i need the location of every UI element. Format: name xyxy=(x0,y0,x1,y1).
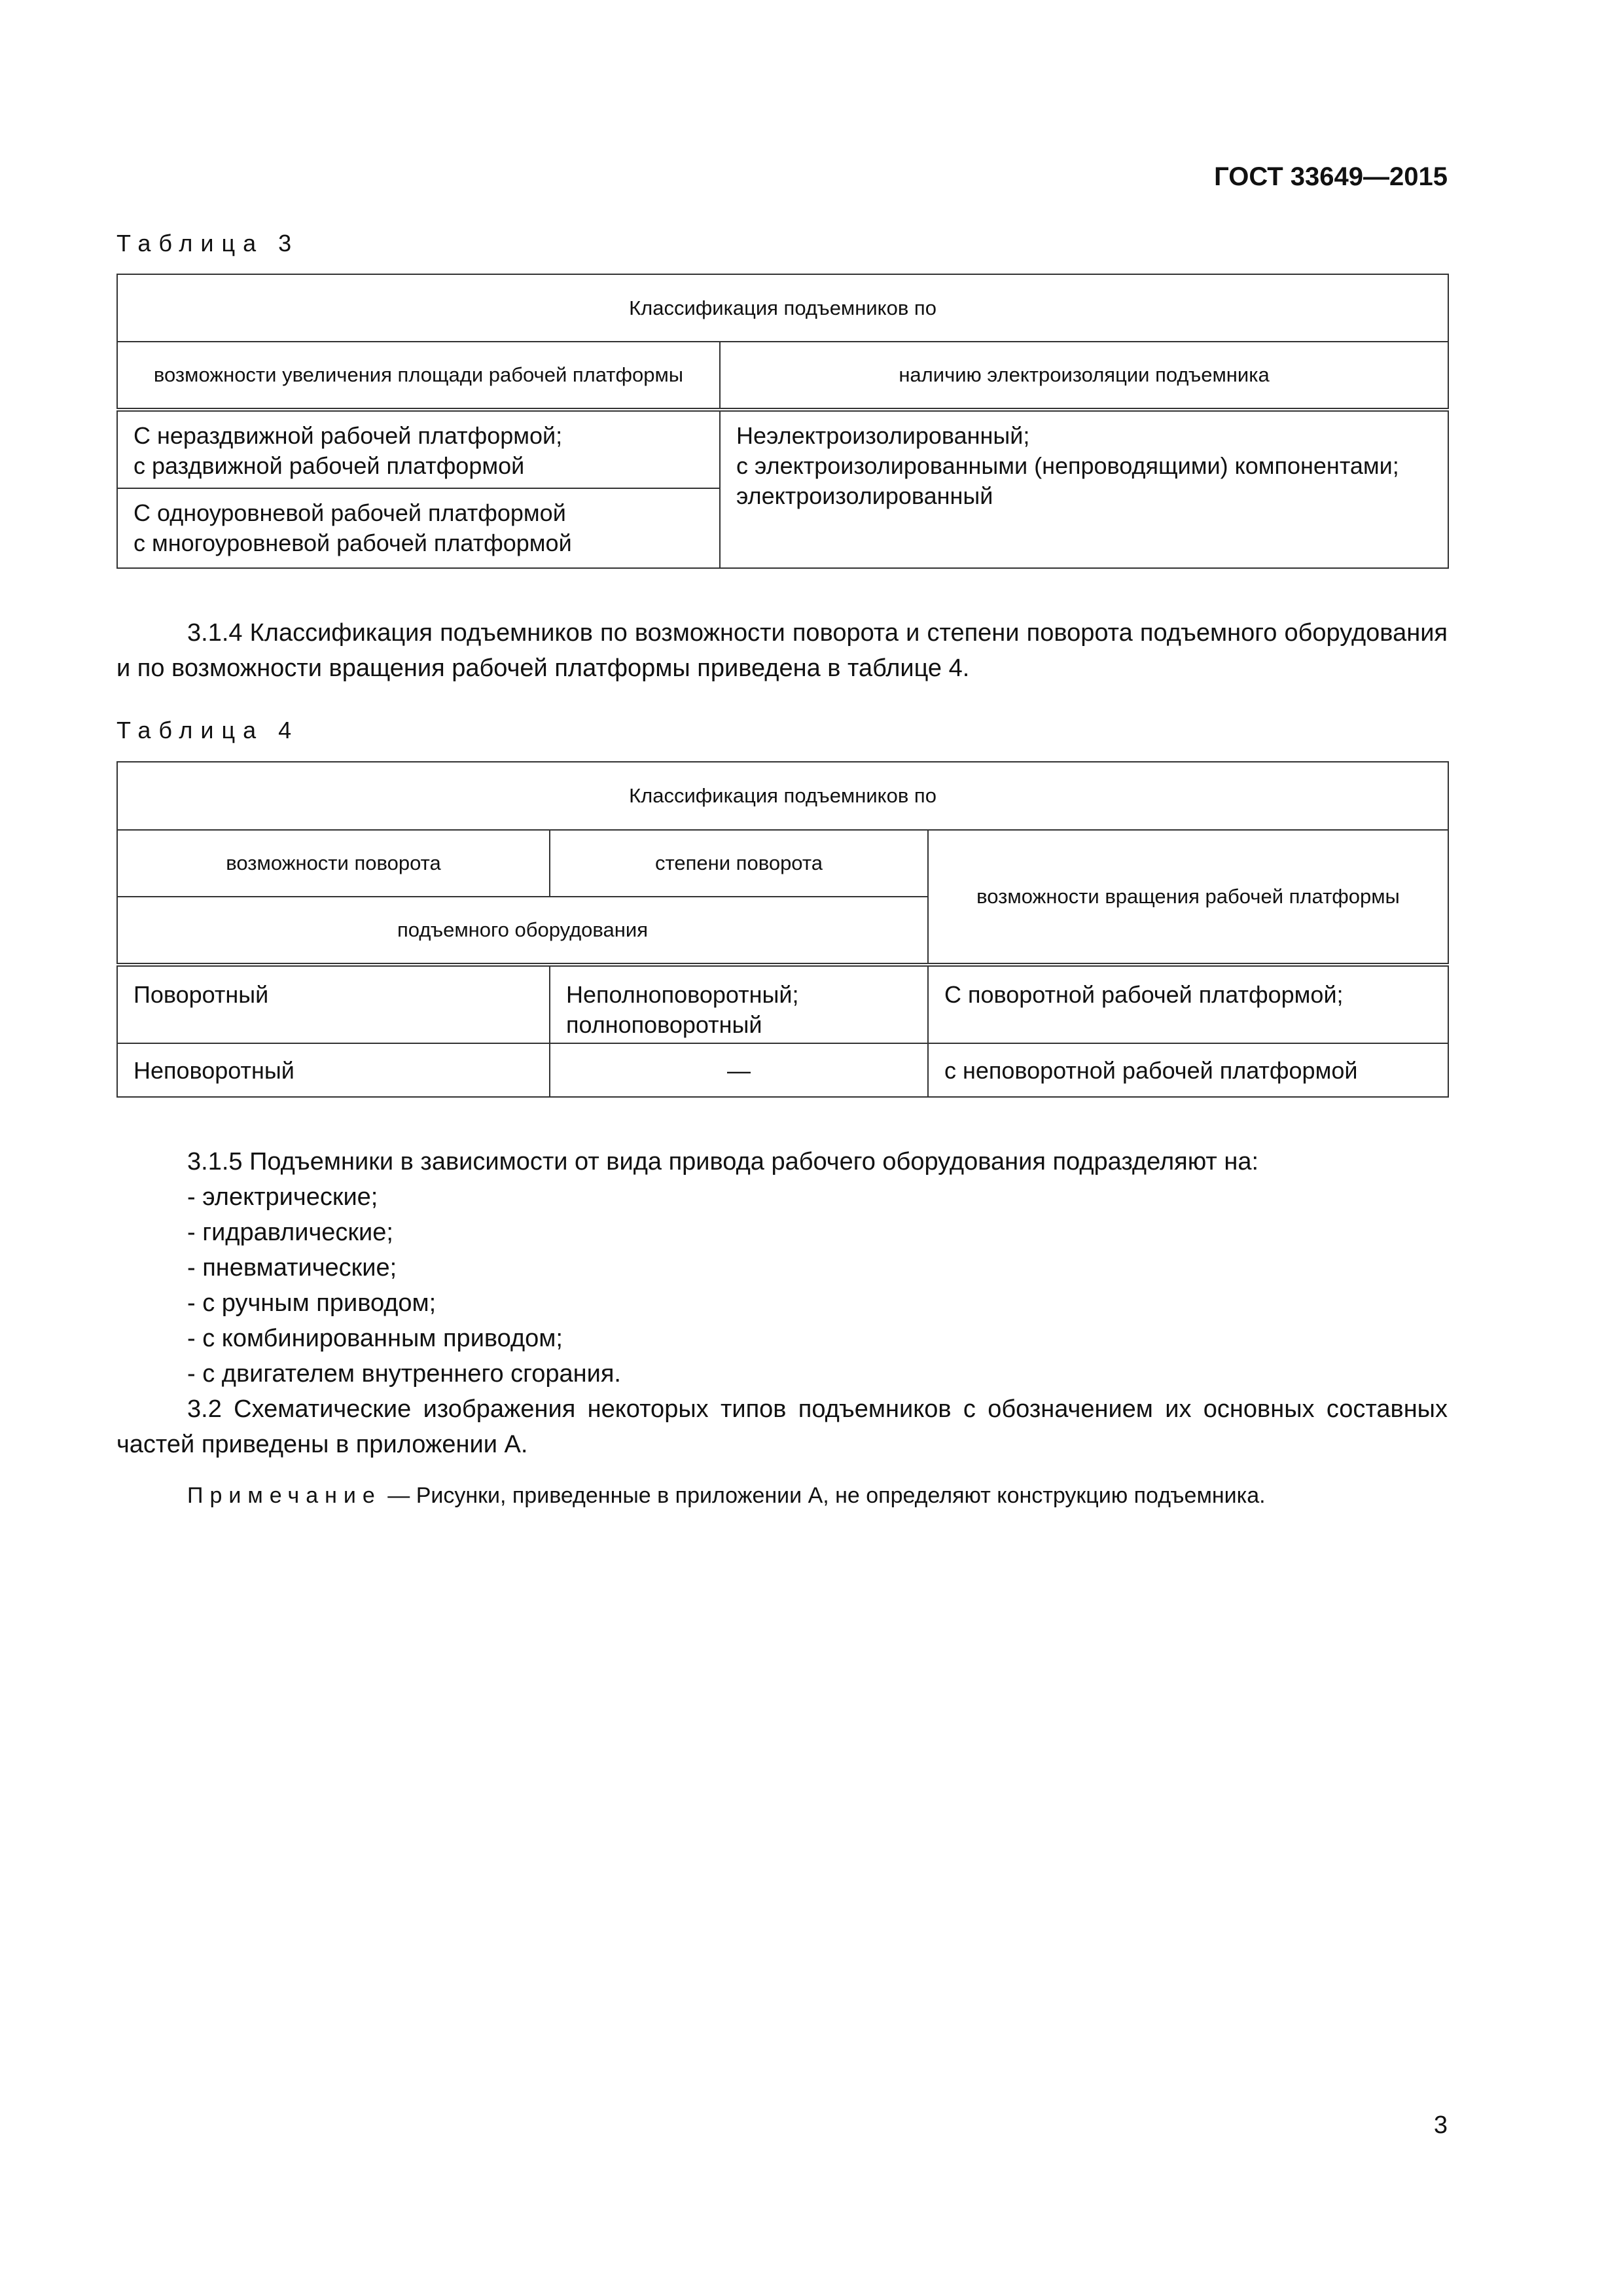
table3-electroinsulation-cell xyxy=(720,410,1448,568)
note-label: Примечание xyxy=(187,1483,382,1508)
table-cell-line: электроизолированный xyxy=(736,482,993,509)
table4-row-1-rotation: Поворотный xyxy=(117,965,550,1043)
table4-span-header: подъемного оборудования xyxy=(117,897,928,965)
table4-caption: Таблица 4 xyxy=(116,717,300,744)
table3-col-header-platform-area: возможности увеличения площади рабочей платформы xyxy=(117,342,720,410)
table4 xyxy=(116,761,1449,1098)
table4-col-header-rotation: возможности поворота xyxy=(117,830,550,897)
list-item: - электрические; xyxy=(187,1183,378,1211)
page-number: 3 xyxy=(1433,2111,1448,2139)
table3 xyxy=(116,274,1449,569)
section-3-2: 3.2 Схематические изображения некоторых типов подъемников с обозначением их основных составных частей приведены в приложении А. xyxy=(116,1395,1448,1458)
table4-row-2-degree: — xyxy=(550,1043,928,1097)
table4-row-2-platform: с неповоротной рабочей платформой xyxy=(928,1043,1448,1097)
note-text: — Рисунки, приведенные в приложении А, не определяют конструкцию подъемника. xyxy=(381,1483,1266,1508)
table4-group-header: Классификация подъемников по xyxy=(117,762,1448,830)
drive-types-list xyxy=(116,1179,1448,1391)
table3-caption: Таблица 3 xyxy=(116,230,300,257)
table4-row-2-rotation: Неповоротный xyxy=(117,1043,550,1097)
section-3-1-4 xyxy=(116,615,1448,686)
paragraph: 3.1.5 Подъемники в зависимости от вида привода рабочего оборудования подразделяют на: xyxy=(187,1148,1259,1175)
list-item: - с ручным приводом; xyxy=(187,1289,437,1317)
list-item: - гидравлические; xyxy=(187,1219,393,1246)
table3-col-header-electroinsulation: наличию электроизоляции подъемника xyxy=(720,342,1448,410)
table-cell-line: С нераздвижной рабочей платформой; xyxy=(134,422,563,449)
table-cell-line: с раздвижной рабочей платформой xyxy=(134,452,525,479)
table4-row-1-degree xyxy=(550,965,928,1043)
table3-group-header: Классификация подъемников по xyxy=(117,274,1448,342)
table4-col-header-rotation-degree: степени поворота xyxy=(550,830,928,897)
table-cell-line: Неэлектроизолированный; xyxy=(736,422,1030,449)
table4-row-1-platform: С поворотной рабочей платформой; xyxy=(928,965,1448,1043)
section-3-1-5 xyxy=(116,1144,1448,1462)
table-cell-line: полноповоротный xyxy=(566,1011,762,1038)
table-cell-line: Неполноповоротный; xyxy=(566,981,799,1008)
table-cell-line: с многоуровневой рабочей платформой xyxy=(134,529,572,556)
table4-col-header-platform-rotation: возможности вращения рабочей платформы xyxy=(928,830,1448,965)
table-cell-line: с электроизолированными (непроводящими) компонентами; xyxy=(736,452,1399,479)
document-standard-id: ГОСТ 33649—2015 xyxy=(1214,162,1448,191)
table3-row-2-cell xyxy=(117,488,720,568)
note xyxy=(187,1480,1448,1511)
list-item: - с двигателем внутреннего сгорания. xyxy=(187,1360,621,1388)
list-item: - пневматические; xyxy=(187,1254,397,1282)
table-cell-line: С одноуровневой рабочей платформой xyxy=(134,499,566,526)
table3-row-1-cell xyxy=(117,410,720,488)
paragraph: 3.1.4 Классификация подъемников по возможности поворота и степени поворота подъемного оборудования и по возможности вращения рабочей платформы приведена в таблице 4. xyxy=(116,619,1448,682)
list-item: - с комбинированным приводом; xyxy=(187,1325,563,1352)
